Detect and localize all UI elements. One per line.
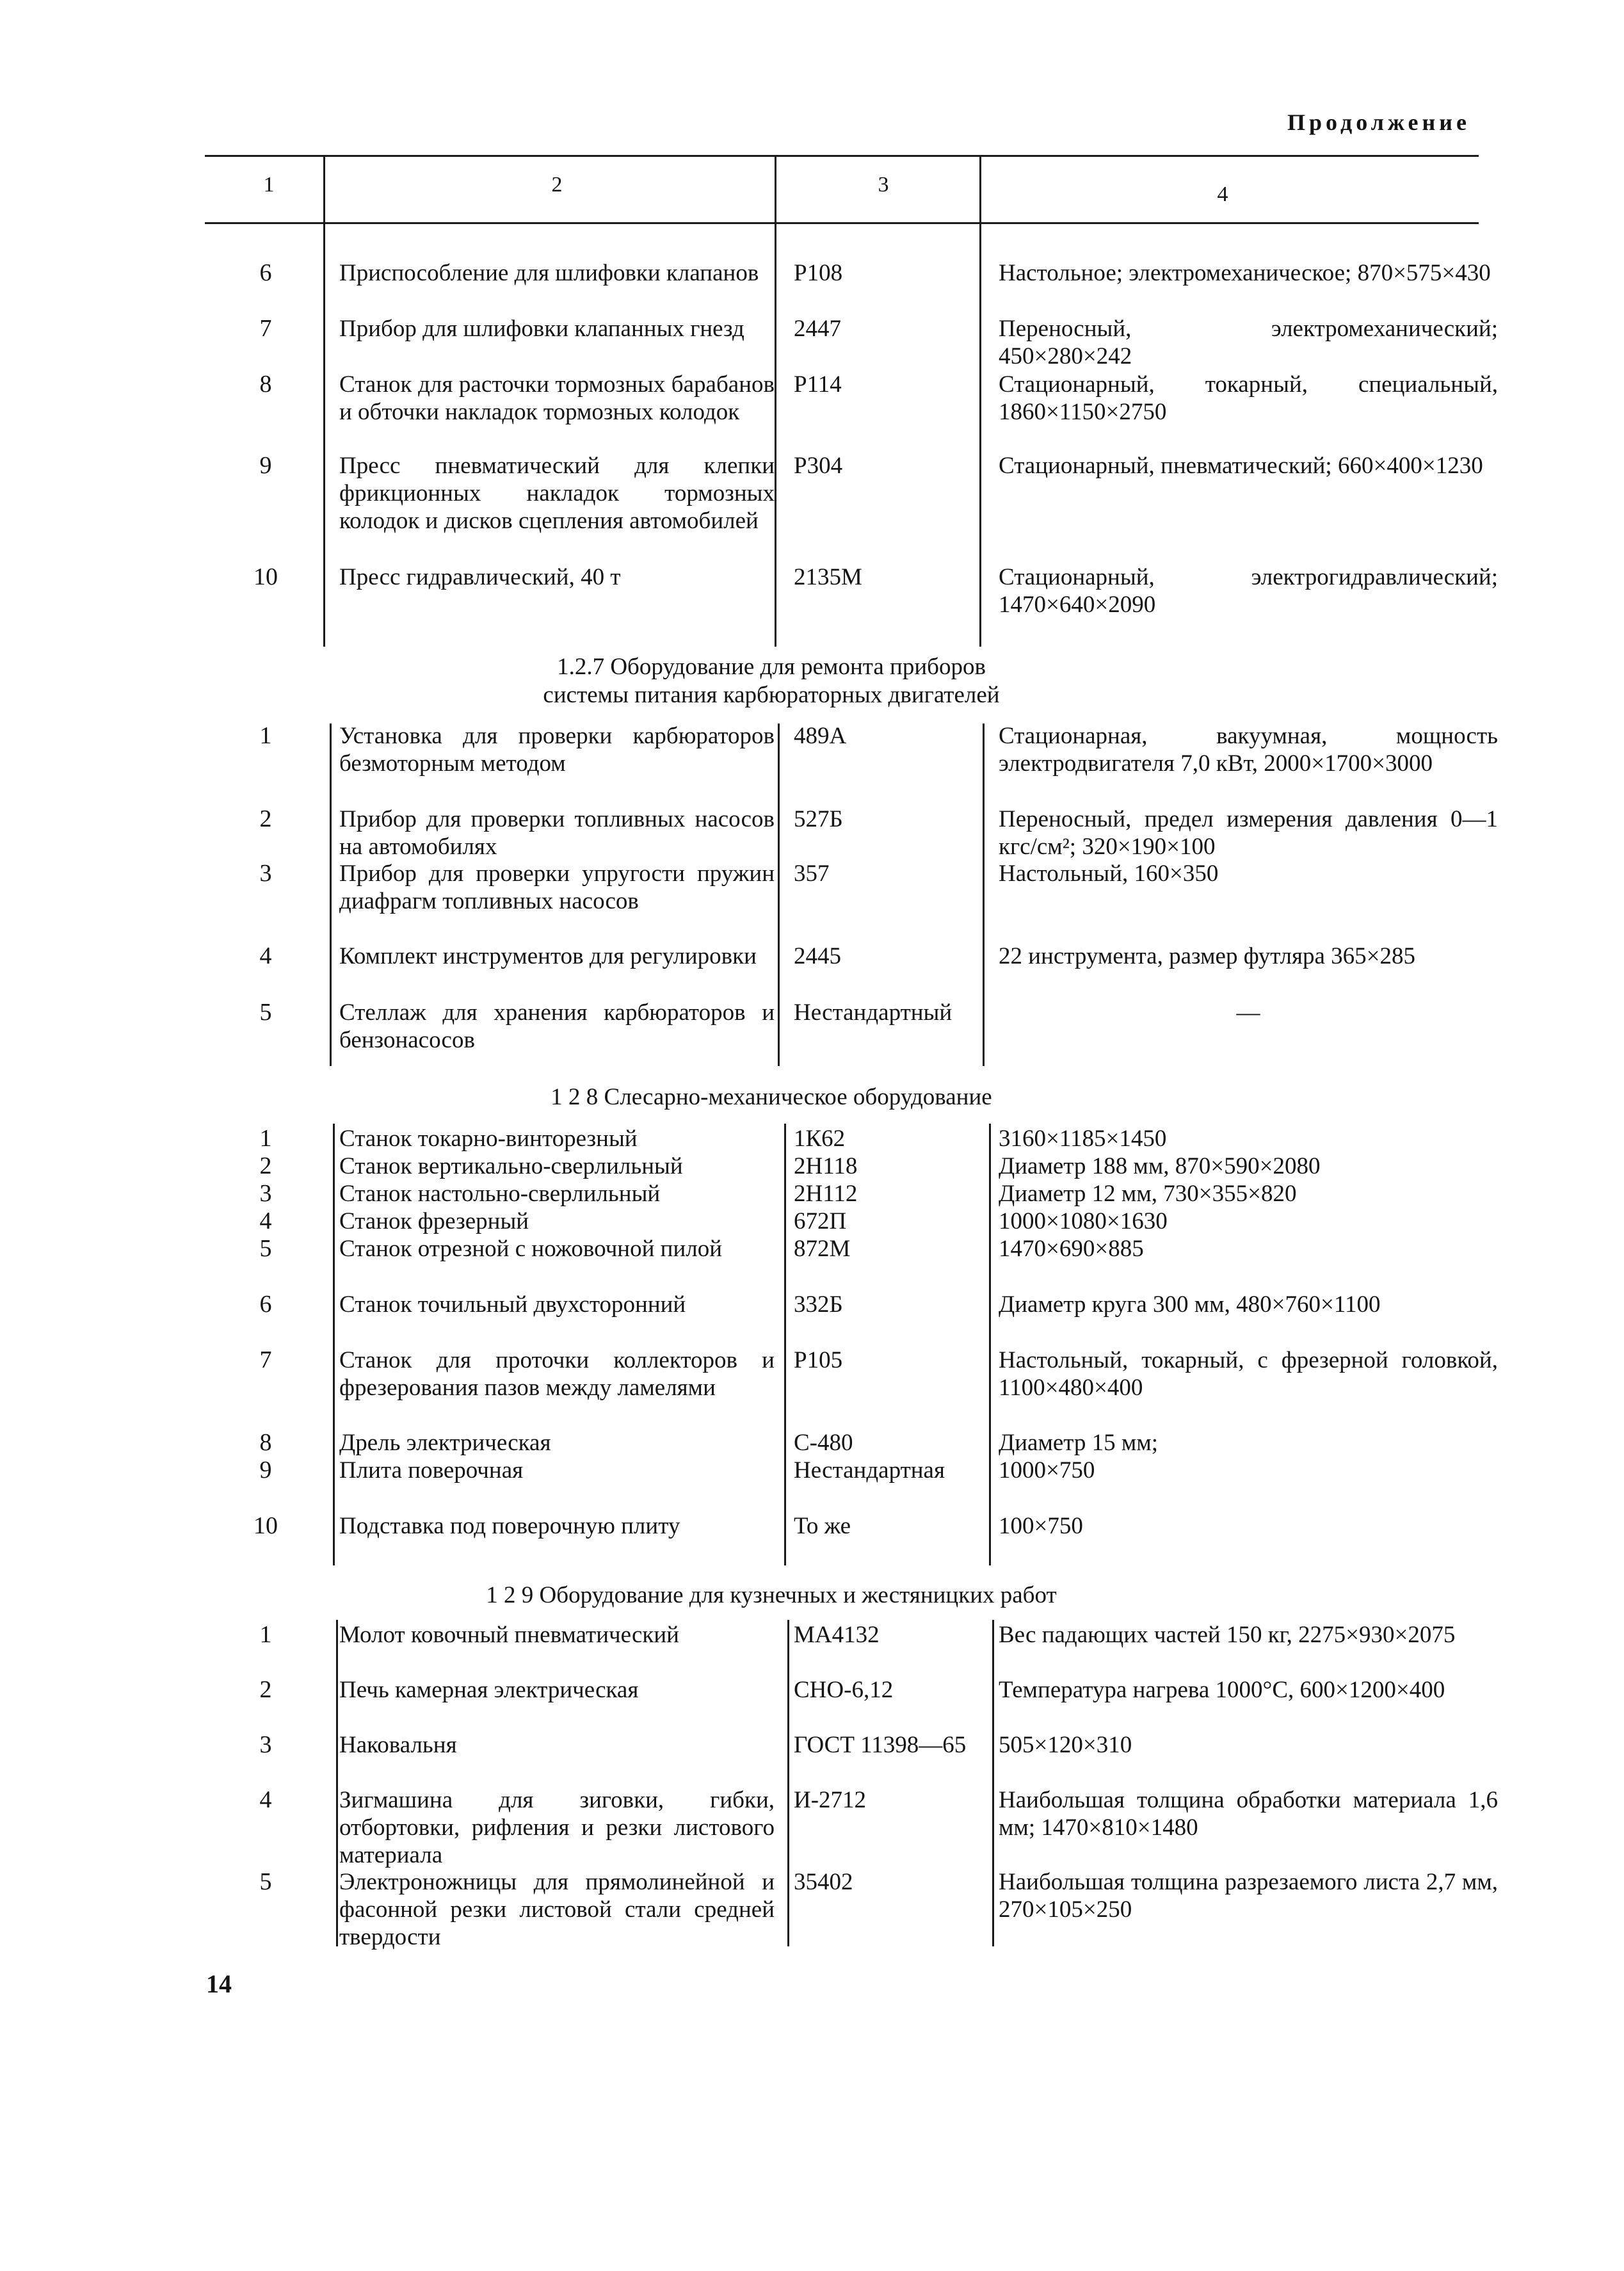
equipment-name: Наковальня [339,1732,457,1758]
equipment-name: Электроножницы для прямолинейной и фасонной резки листовой стали средней твердости [339,1869,775,1950]
equipment-spec: Настольный, 160×350 [999,861,1219,887]
model-code: 872М [794,1236,851,1262]
section-title: 1 2 8 Слесарно-механическое оборудование [551,1084,992,1110]
equipment-name: Комплект инструментов для регулировки [339,943,757,969]
row-number: 10 [253,1512,278,1539]
section-title-line: 1.2.7 Оборудование для ремонта приборов [557,654,986,680]
equipment-name: Стеллаж для хранения карбюраторов и бензонасосов [339,999,775,1053]
column-divider [989,1124,991,1565]
equipment-spec: Вес падающих частей 150 кг, 2275×930×2075 [999,1622,1456,1648]
equipment-spec: 1000×1080×1630 [999,1208,1168,1234]
model-code: 2447 [794,316,841,342]
equipment-spec: 1470×690×885 [999,1236,1144,1262]
equipment-name: Станок для проточки коллекторов и фрезерования пазов между ламелями [339,1347,775,1401]
section-title [333,653,1210,709]
row-number: 7 [259,1346,272,1373]
section-title: 1 2 9 Оборудование для кузнечных и жестяницких работ [486,1582,1057,1608]
row-number: 2 [259,1676,272,1703]
equipment-name: Станок для расточки тормозных барабанов и обточки накладок тормозных колодок [339,371,775,425]
model-code: Р108 [794,260,843,286]
column-header-1: 1 [263,173,275,197]
equipment-spec: 1000×750 [999,1457,1095,1483]
column-divider [323,157,325,647]
model-code: 527Б [794,806,843,832]
row-number: 3 [259,860,272,887]
equipment-spec: 100×750 [999,1513,1083,1539]
model-code: 2445 [794,943,841,969]
row-number: 4 [259,942,272,969]
row-number: 4 [259,1786,272,1813]
row-number: 1 [259,1125,272,1152]
equipment-name: Прибор для шлифовки клапанных гнезд [339,316,744,342]
equipment-spec: Стационарная, вакуумная, мощность электродвигателя 7,0 кВт, 2000×1700×3000 [999,723,1498,777]
column-divider [778,723,780,1066]
column-header-3: 3 [878,173,889,197]
equipment-name: Установка для проверки карбюраторов безмоторным методом [339,723,775,777]
column-divider [787,1620,789,1946]
row-number: 5 [259,1868,272,1895]
model-code: 2Н118 [794,1153,858,1179]
row-number: 9 [259,1457,272,1483]
equipment-name: Плита поверочная [339,1457,524,1483]
model-code: 672П [794,1208,847,1234]
column-divider [979,157,981,647]
row-number: 1 [259,722,272,749]
equipment-spec: 3160×1185×1450 [999,1126,1167,1152]
model-code: МА4132 [794,1622,880,1648]
model-code: 489А [794,723,847,749]
equipment-name: Приспособление для шлифовки клапанов [339,260,759,286]
equipment-spec: 505×120×310 [999,1732,1132,1758]
model-code: 2135М [794,564,862,590]
row-number: 2 [259,1152,272,1179]
equipment-spec: Диаметр круга 300 мм, 480×760×1100 [999,1291,1381,1318]
equipment-spec: Стационарный, электрогидравлический; 1470×640×2090 [999,564,1498,618]
row-number: 3 [259,1731,272,1758]
equipment-spec: Диаметр 188 мм, 870×590×2080 [999,1153,1321,1179]
model-code: 2Н112 [794,1181,858,1207]
model-code: 332Б [794,1291,843,1318]
model-code: И-2712 [794,1787,867,1813]
continuation-label: Продолжение [1287,109,1470,135]
column-header-2: 2 [551,173,563,197]
equipment-spec: Стационарный, токарный, специальный, 1860×1150×2750 [999,371,1498,425]
equipment-name: Дрель электрическая [339,1430,551,1456]
column-divider [983,723,985,1066]
equipment-spec: Диаметр 15 мм; [999,1430,1159,1456]
table-top-rule [205,155,1479,157]
model-code: ГОСТ 11398—65 [794,1732,967,1758]
row-number: 1 [259,1621,272,1648]
row-number: 3 [259,1180,272,1207]
model-code: Р304 [794,453,843,479]
row-number: 4 [259,1208,272,1234]
equipment-name: Станок отрезной с ножовочной пилой [339,1236,723,1262]
model-code: 1К62 [794,1126,846,1152]
equipment-spec: Настольное; электромеханическое; 870×575×430 [999,260,1491,286]
section-title-line: системы питания карбюраторных двигателей [543,682,1000,708]
row-number: 6 [259,1291,272,1318]
equipment-spec: Диаметр 12 мм, 730×355×820 [999,1181,1297,1207]
model-code: 35402 [794,1869,853,1895]
equipment-spec: Стационарный, пневматический; 660×400×1230 [999,453,1483,479]
equipment-spec: Переносный, предел измерения давления 0—1 кгс/см²; 320×190×100 [999,806,1498,860]
equipment-name: Пресс гидравлический, 40 т [339,564,621,590]
equipment-name: Станок вертикально-сверлильный [339,1153,683,1179]
equipment-name: Станок точильный двухсторонний [339,1291,686,1318]
equipment-spec: Переносный, электромеханический; 450×280×242 [999,316,1498,369]
equipment-name: Станок настольно-сверлильный [339,1181,661,1207]
row-number: 8 [259,1429,272,1456]
column-divider [992,1620,994,1946]
equipment-spec: Наибольшая толщина разрезаемого листа 2,7 мм, 270×105×250 [999,1869,1498,1923]
model-code: Нестандартная [794,1457,945,1483]
row-number: 10 [253,563,278,590]
model-code: Р105 [794,1347,843,1373]
page-number: 14 [206,1969,232,1998]
equipment-name: Молот ковочный пневматический [339,1622,679,1648]
equipment-name: Станок токарно-винторезный [339,1126,638,1152]
equipment-name: Прибор для проверки упругости пружин диафрагм топливных насосов [339,861,775,914]
table-header-rule [205,222,1479,224]
equipment-name: Пресс пневматический для клепки фрикционных накладок тормозных колодок и дисков сцепления автомобилей [339,453,775,534]
equipment-spec: — [1236,999,1260,1026]
model-code: Нестандартный [794,999,953,1026]
equipment-spec: Настольный, токарный, с фрезерной головкой, 1100×480×400 [999,1347,1498,1401]
row-number: 7 [259,315,272,342]
column-divider [330,723,332,1066]
column-divider [775,157,776,647]
column-divider [333,1124,335,1565]
column-divider [336,1620,338,1946]
equipment-name: Печь камерная электрическая [339,1677,639,1703]
model-code: Р114 [794,371,842,398]
row-number: 6 [259,259,272,286]
column-divider [784,1124,786,1565]
equipment-name: Зигмашина для зиговки, гибки, отбортовки, рифления и резки листового материала [339,1787,775,1868]
equipment-spec: Наибольшая толщина обработки материала 1,6 мм; 1470×810×1480 [999,1787,1498,1841]
equipment-name: Станок фрезерный [339,1208,529,1234]
row-number: 5 [259,999,272,1026]
model-code: То же [794,1513,851,1539]
column-header-4: 4 [1217,182,1228,206]
row-number: 9 [259,452,272,479]
row-number: 8 [259,371,272,398]
equipment-name: Прибор для проверки топливных насосов на автомобилях [339,806,775,860]
row-number: 5 [259,1235,272,1262]
model-code: СНО-6,12 [794,1677,894,1703]
model-code: 357 [794,861,830,887]
equipment-name: Подставка под поверочную плиту [339,1513,680,1539]
row-number: 2 [259,805,272,832]
model-code: С-480 [794,1430,853,1456]
equipment-spec: 22 инструмента, размер футляра 365×285 [999,943,1416,969]
equipment-spec: Температура нагрева 1000°С, 600×1200×400 [999,1677,1445,1703]
